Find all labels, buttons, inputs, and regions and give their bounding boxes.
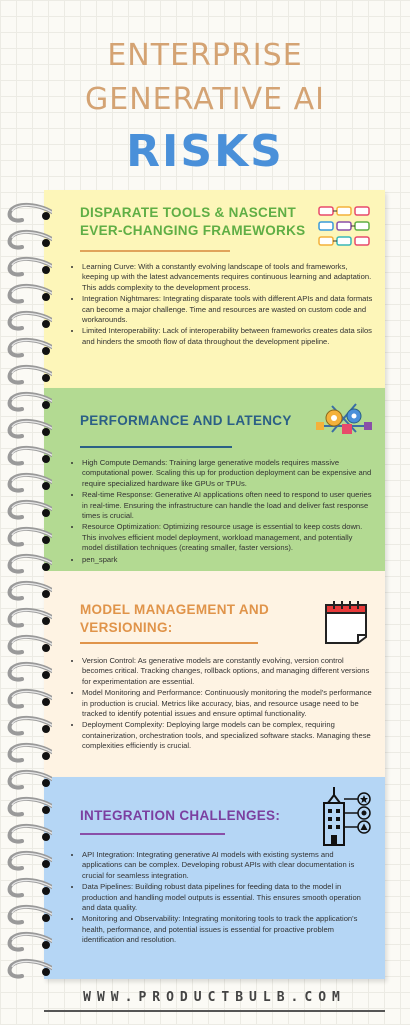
binding-ring: [0, 956, 52, 984]
binding-ring: [0, 227, 52, 255]
heading-underline: [80, 833, 225, 835]
tool-cards-icon: [316, 204, 374, 250]
binding-ring: [0, 200, 52, 228]
binding-ring: [0, 524, 52, 552]
heading-underline: [80, 250, 230, 252]
binding-ring: [0, 389, 52, 417]
binding-ring: [0, 902, 52, 930]
section-heading: INTEGRATION CHALLENGES:: [80, 808, 281, 823]
binding-ring: [0, 659, 52, 687]
binding-ring: [0, 578, 52, 606]
bullet-item: • Integration Nightmares: Integrating disparate tools with different APIs and data formats can become a major challenge. Time and resources are wasted on custom code and workarounds.: [82, 294, 375, 325]
page-title-line-3: RISKS: [126, 126, 284, 177]
bullet-item: • API Integration: Integrating generative AI models with existing systems and applications can be complex. Developing robust APIs with clear documentation is crucial for seamless integration.: [82, 850, 375, 881]
section-heading: PERFORMANCE AND LATENCY: [80, 413, 292, 428]
bullet-item: • Limited Interoperability: Lack of interoperability between frameworks creates data silos and hinders the smooth flow of data throughout the development pipeline.: [82, 326, 375, 347]
binding-ring: [0, 470, 52, 498]
bullet-item: • Resource Optimization: Optimizing resource usage is essential to keep costs down. This involves efficient model deployment, workload management, and potentially model distillation techniques (creating smaller, faster versions).: [82, 522, 375, 553]
bullet-list: [68, 458, 375, 566]
heading-underline: [80, 642, 258, 644]
calendar-icon: [320, 597, 372, 645]
bullet-item: • Data Pipelines: Building robust data pipelines for feeding data to the model in production and handling model outputs is essential. This ensures smooth operation and data quality.: [82, 882, 375, 913]
bullet-item: • Learning Curve: With a constantly evolving landscape of tools and frameworks, keeping up with the latest advancements requires continuous learning and adaptation. This adds complexity to the development process.: [82, 262, 375, 293]
binding-ring: [0, 497, 52, 525]
bullet-item: • Model Monitoring and Performance: Continuously monitoring the model's performance in production is crucial. Metrics like accuracy, bias, and resource usage need to be tracked to identify potential issues and ensure optimal functionality.: [82, 688, 375, 719]
footer-url: WWW.PRODUCTBULB.COM: [83, 990, 346, 1005]
section-card-model-management: [44, 571, 385, 777]
binding-ring: [0, 794, 52, 822]
bullet-list: [68, 656, 375, 753]
binding-ring: [0, 362, 52, 390]
binding-ring: [0, 308, 52, 336]
binding-ring: [0, 740, 52, 768]
section-card-tools: [44, 190, 385, 388]
binding-ring: [0, 686, 52, 714]
bullet-item: • Version Control: As generative models are constantly evolving, version control becomes critical. Tracking changes, rollback options, and managing different versions for experimentation are essential.: [82, 656, 375, 687]
section-card-integration: [44, 777, 385, 979]
gears-network-icon: [312, 396, 376, 440]
bullet-item: • Deployment Complexity: Deploying large models can be complex, requiring containerization, orchestration tools, and specialized software stacks. Managing these complexities efficiently is crucial.: [82, 720, 375, 751]
bullet-list: [68, 850, 375, 947]
binding-ring: [0, 767, 52, 795]
page-title-line-1: ENTERPRISE: [107, 38, 303, 73]
binding-ring: [0, 281, 52, 309]
footer-divider: [44, 1010, 385, 1012]
binding-ring: [0, 551, 52, 579]
binding-ring: [0, 605, 52, 633]
section-heading: MODEL MANAGEMENT AND VERSIONING:: [80, 602, 269, 635]
bullet-item: • Monitoring and Observability: Integrating monitoring tools to track the application's health, performance, and potential issues is essential for proactive problem identification and resolution.: [82, 914, 375, 945]
section-card-performance: [44, 388, 385, 571]
binding-ring: [0, 713, 52, 741]
section-heading: DISPARATE TOOLS & NASCENT EVER-CHANGING FRAMEWORKS: [80, 205, 306, 238]
binding-ring: [0, 632, 52, 660]
binding-ring: [0, 416, 52, 444]
binding-ring: [0, 929, 52, 957]
binding-ring: [0, 821, 52, 849]
binding-ring: [0, 875, 52, 903]
bullet-item: • High Compute Demands: Training large generative models requires massive computational power. Scaling this up for production deployment can be expensive and require specialized hardware like GPUs or TPUs.: [82, 458, 375, 489]
page-title-line-2: GENERATIVE AI: [85, 82, 325, 117]
binding-ring: [0, 848, 52, 876]
bullet-list: [68, 262, 375, 348]
building-connections-icon: [316, 785, 380, 847]
heading-underline: [80, 446, 232, 448]
binding-ring: [0, 443, 52, 471]
binding-ring: [0, 254, 52, 282]
bullet-item: • pen_spark: [82, 555, 375, 565]
bullet-item: • Real-time Response: Generative AI applications often need to respond to user queries in real-time. Ensuring the infrastructure can handle the load and deliver fast response times is crucial.: [82, 490, 375, 521]
binding-ring: [0, 335, 52, 363]
